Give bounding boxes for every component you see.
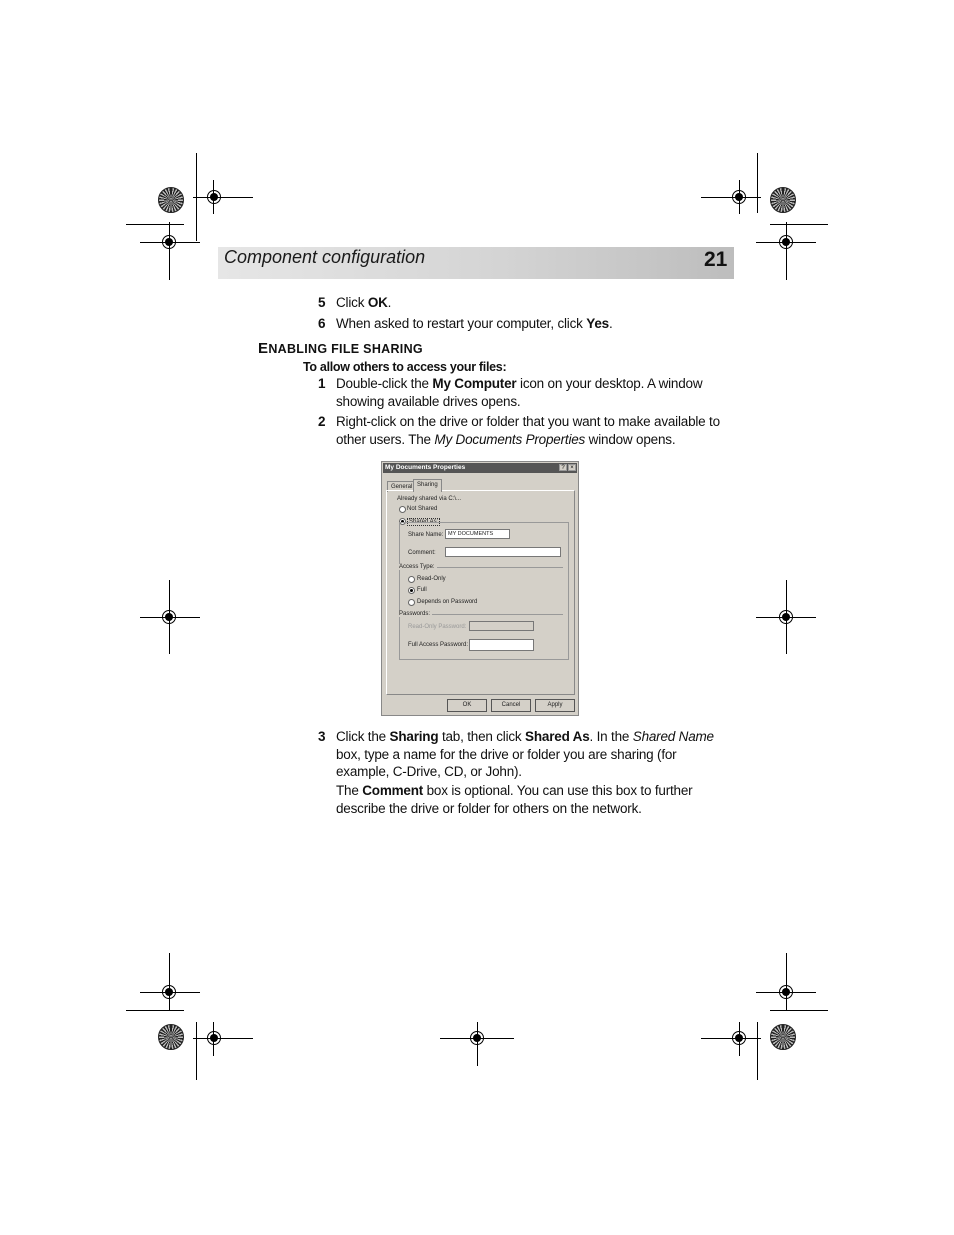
crop-line — [770, 224, 828, 225]
crop-line — [786, 953, 787, 1011]
help-button[interactable]: ? — [559, 464, 567, 471]
crop-line — [477, 1022, 478, 1066]
properties-dialog — [381, 461, 579, 716]
not-shared-radio[interactable] — [399, 506, 406, 513]
crop-line — [126, 1010, 184, 1011]
share-name-input[interactable]: MY DOCUMENTS — [445, 529, 510, 539]
shared-as-label: Shared As: — [409, 519, 439, 525]
procedure-heading: To allow others to access your files: — [303, 360, 507, 374]
dialog-title: My Documents Properties — [385, 464, 466, 471]
depends-radio[interactable] — [408, 599, 415, 606]
crop-line — [169, 222, 170, 280]
access-type-label: Access Type: — [399, 564, 435, 570]
step-number: 1 — [318, 376, 326, 391]
crop-line — [786, 580, 787, 654]
color-bar-icon — [158, 187, 184, 213]
color-bar-icon — [770, 1024, 796, 1050]
crop-line — [770, 1010, 828, 1011]
color-bar-icon — [158, 1024, 184, 1050]
step-text: Click the Sharing tab, then click Shared As. In the Shared Name box, type a name for the drive or folder you are sharing (for example, C-Drive, CD, or John). — [336, 729, 714, 779]
crop-line — [193, 1038, 253, 1039]
apply-button[interactable]: Apply — [535, 699, 575, 712]
comment-label: Comment: — [408, 550, 436, 556]
share-name-label: Share Name: — [408, 532, 444, 538]
page-number: 21 — [704, 248, 728, 271]
comment-input[interactable] — [445, 547, 561, 557]
crop-line — [739, 180, 740, 214]
ok-button[interactable]: OK — [447, 699, 487, 712]
crop-line — [739, 1022, 740, 1056]
crop-line — [126, 224, 184, 225]
passwords-label: Passwords: — [399, 611, 431, 617]
crop-line — [213, 1022, 214, 1056]
step-number: 3 — [318, 729, 326, 744]
step-text: When asked to restart your computer, click Yes. — [336, 316, 613, 331]
ro-password-input[interactable] — [469, 621, 534, 631]
full-label: Full — [417, 587, 427, 593]
crop-line — [140, 992, 200, 993]
not-shared-label: Not Shared — [407, 506, 438, 512]
crop-line — [213, 180, 214, 214]
step-number: 6 — [318, 316, 326, 331]
crop-line — [757, 1022, 758, 1080]
fa-password-input[interactable] — [469, 639, 534, 651]
crop-line — [701, 1038, 761, 1039]
already-shared-label: Already shared via C:\... — [397, 496, 462, 502]
step-number: 5 — [318, 295, 326, 310]
crop-line — [169, 953, 170, 1011]
sharing-pane — [386, 490, 575, 695]
dialog-titlebar — [383, 463, 577, 473]
cancel-button[interactable]: Cancel — [491, 699, 531, 712]
crop-line — [193, 197, 253, 198]
fa-password-label: Full Access Password: — [408, 642, 469, 648]
ro-password-label: Read-Only Password: — [408, 624, 467, 630]
crop-line — [140, 617, 200, 618]
read-only-radio[interactable] — [408, 576, 415, 583]
color-bar-icon — [770, 187, 796, 213]
chapter-title: Component configuration — [224, 247, 426, 267]
section-heading: ENABLING FILE SHARING — [258, 340, 423, 357]
tab-general[interactable]: General — [387, 481, 416, 492]
depends-label: Depends on Password — [417, 599, 478, 605]
read-only-label: Read-Only — [417, 576, 446, 582]
step-text: Click OK. — [336, 295, 392, 310]
crop-line — [757, 153, 758, 213]
close-button[interactable]: × — [568, 464, 576, 471]
step-number: 2 — [318, 414, 326, 429]
crop-line — [140, 242, 200, 243]
crop-line — [786, 222, 787, 280]
full-radio[interactable] — [408, 587, 415, 594]
crop-line — [169, 580, 170, 654]
crop-line — [701, 197, 761, 198]
step-note: The Comment box is optional. You can use this box to further describe the drive or folder for others on the network. — [336, 783, 693, 816]
step-text: Right-click on the drive or folder that you want to make available to other users. The My Documents Properties window opens. — [336, 414, 720, 447]
crop-line — [196, 1022, 197, 1080]
step-text: Double-click the My Computer icon on your desktop. A window showing available drives opens. — [336, 376, 703, 409]
tab-sharing[interactable]: Sharing — [413, 479, 442, 492]
